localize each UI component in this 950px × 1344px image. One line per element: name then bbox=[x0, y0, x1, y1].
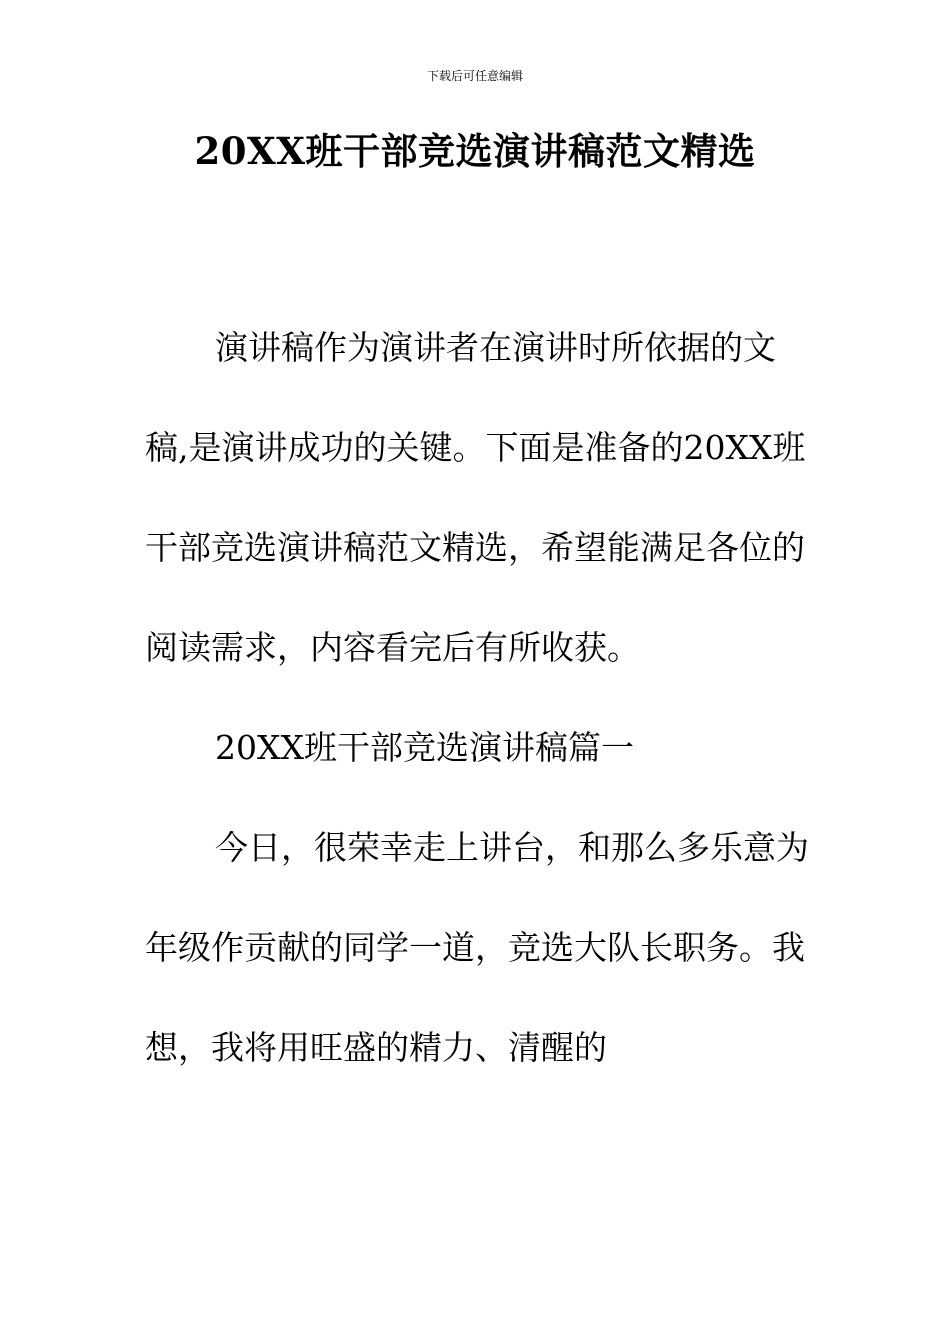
document-title: 20XX班干部竞选演讲稿范文精选 bbox=[194, 129, 756, 173]
document-body bbox=[145, 298, 810, 1098]
header-note: 下载后可任意编辑 bbox=[426, 69, 523, 83]
body-paragraph: 今日，很荣幸走上讲台，和那么多乐意为年级作贡献的同学一道，竞选大队长职务。我想，我将用旺盛的精力、清醒的 bbox=[145, 828, 809, 1067]
intro-paragraph: 演讲稿作为演讲者在演讲时所依据的文稿,是演讲成功的关键。下面是准备的20XX班干部竞选演讲稿范文精选，希望能满足各位的阅读需求，内容看完后有所收获。 bbox=[145, 328, 806, 667]
section-heading: 20XX班干部竞选演讲稿篇一 bbox=[215, 728, 634, 767]
